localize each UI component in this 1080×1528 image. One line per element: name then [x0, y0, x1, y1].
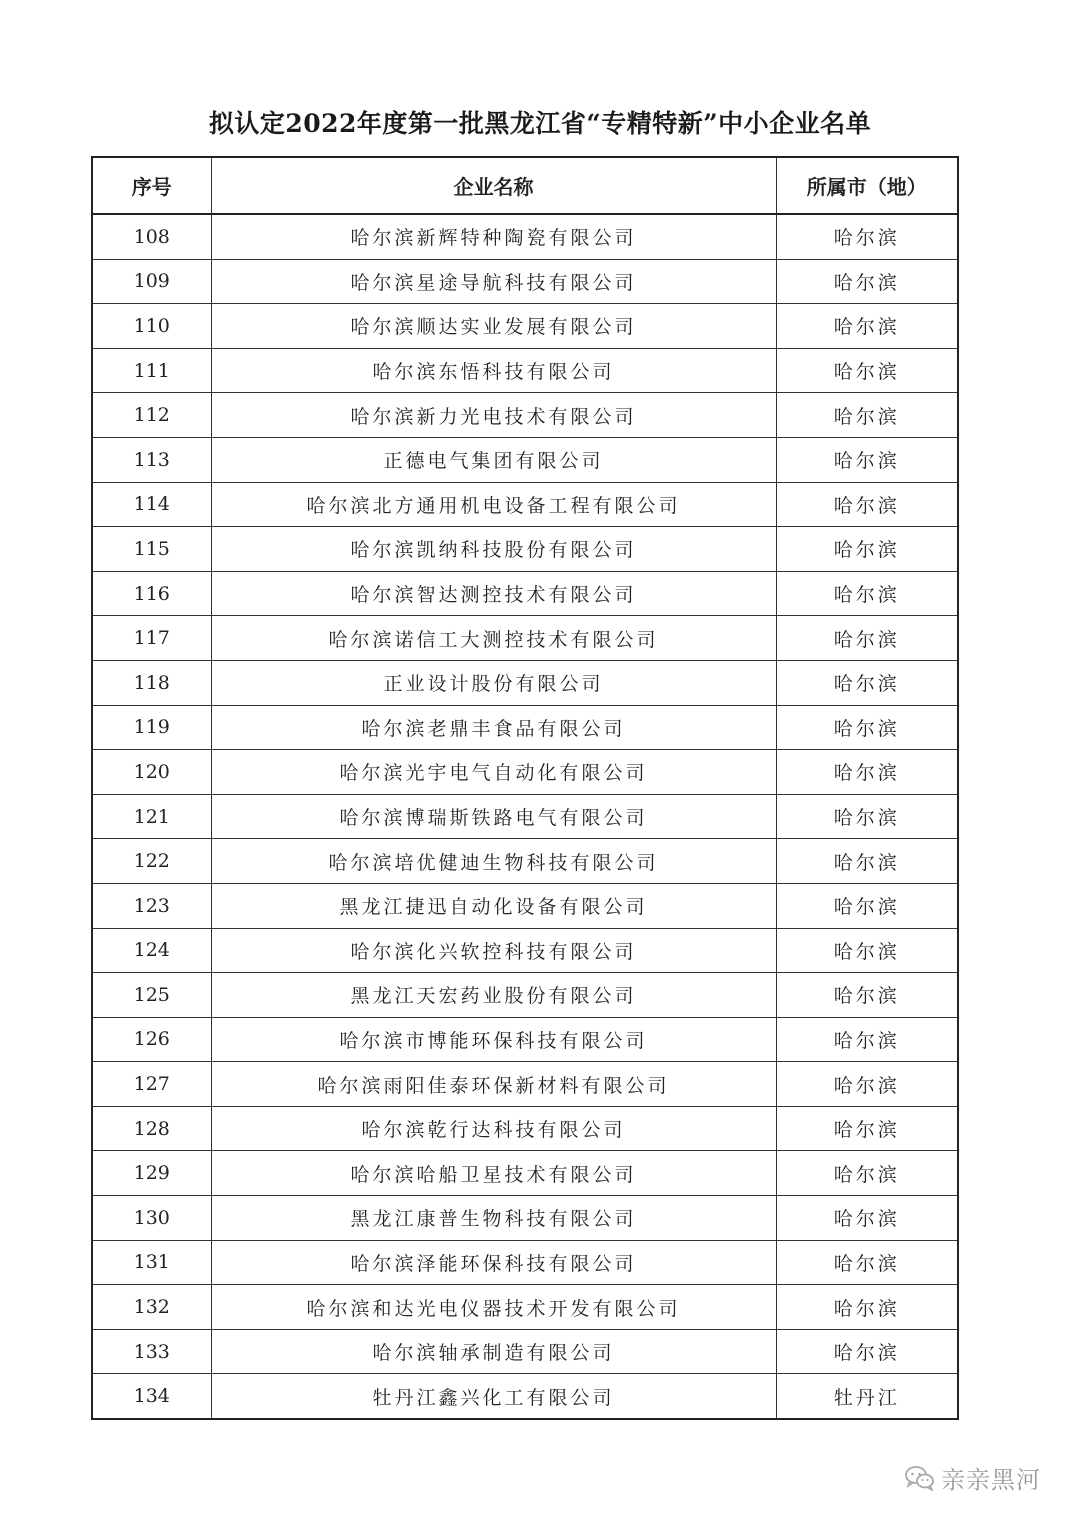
table-row: [92, 437, 958, 482]
row-seq: 111: [92, 348, 211, 393]
table-row: [92, 259, 958, 304]
table-row: [92, 616, 958, 661]
row-company-name: 哈尔滨泽能环保科技有限公司: [211, 1240, 776, 1285]
row-city: 哈尔滨: [776, 616, 958, 661]
table-row: [92, 660, 958, 705]
row-company-name: 哈尔滨顺达实业发展有限公司: [211, 304, 776, 349]
table-row: [92, 1062, 958, 1107]
table-row: [92, 1240, 958, 1285]
table-row: [92, 527, 958, 572]
row-company-name: 正业设计股份有限公司: [211, 660, 776, 705]
row-city: 哈尔滨: [776, 928, 958, 973]
table-header-row: [92, 157, 958, 214]
row-company-name: 黑龙江天宏药业股份有限公司: [211, 973, 776, 1018]
row-city: 哈尔滨: [776, 1285, 958, 1330]
row-company-name: 哈尔滨博瑞斯铁路电气有限公司: [211, 794, 776, 839]
row-seq: 108: [92, 214, 211, 259]
row-seq: 115: [92, 527, 211, 572]
row-city: 哈尔滨: [776, 839, 958, 884]
table-row: [92, 1374, 958, 1419]
row-seq: 132: [92, 1285, 211, 1330]
table-row: [92, 928, 958, 973]
row-seq: 116: [92, 571, 211, 616]
table-row: [92, 705, 958, 750]
table-row: [92, 1329, 958, 1374]
row-company-name: 哈尔滨北方通用机电设备工程有限公司: [211, 482, 776, 527]
watermark: [905, 1460, 1041, 1495]
row-city: 哈尔滨: [776, 259, 958, 304]
row-city: 哈尔滨: [776, 214, 958, 259]
table-body: [92, 214, 958, 1419]
table-row: [92, 839, 958, 884]
row-company-name: 哈尔滨星途导航科技有限公司: [211, 259, 776, 304]
row-seq: 134: [92, 1374, 211, 1419]
row-company-name: 哈尔滨化兴软控科技有限公司: [211, 928, 776, 973]
table-row: [92, 1285, 958, 1330]
row-company-name: 哈尔滨轴承制造有限公司: [211, 1329, 776, 1374]
row-company-name: 黑龙江捷迅自动化设备有限公司: [211, 883, 776, 928]
row-company-name: 哈尔滨市博能环保科技有限公司: [211, 1017, 776, 1062]
row-company-name: 哈尔滨凯纳科技股份有限公司: [211, 527, 776, 572]
table-row: [92, 794, 958, 839]
row-city: 哈尔滨: [776, 1151, 958, 1196]
row-city: 哈尔滨: [776, 393, 958, 438]
header-company-name: 企业名称: [211, 157, 776, 214]
header-seq: 序号: [92, 157, 211, 214]
row-seq: 122: [92, 839, 211, 884]
row-seq: 117: [92, 616, 211, 661]
page-title: 拟认定2022年度第一批黑龙江省“专精特新”中小企业名单: [208, 109, 872, 138]
row-company-name: 哈尔滨光宇电气自动化有限公司: [211, 750, 776, 795]
row-seq: 124: [92, 928, 211, 973]
row-seq: 112: [92, 393, 211, 438]
row-city: 哈尔滨: [776, 527, 958, 572]
row-company-name: 哈尔滨智达测控技术有限公司: [211, 571, 776, 616]
row-company-name: 哈尔滨东悟科技有限公司: [211, 348, 776, 393]
table-row: [92, 883, 958, 928]
table-row: [92, 1196, 958, 1241]
row-city: 哈尔滨: [776, 1240, 958, 1285]
table-row: [92, 1017, 958, 1062]
row-city: 哈尔滨: [776, 660, 958, 705]
row-seq: 129: [92, 1151, 211, 1196]
row-seq: 127: [92, 1062, 211, 1107]
table-row: [92, 482, 958, 527]
watermark-text: 亲亲黑河: [941, 1466, 1041, 1494]
row-seq: 114: [92, 482, 211, 527]
table-row: [92, 571, 958, 616]
row-city: 哈尔滨: [776, 304, 958, 349]
row-company-name: 哈尔滨培优健迪生物科技有限公司: [211, 839, 776, 884]
row-city: 牡丹江: [776, 1374, 958, 1419]
row-seq: 110: [92, 304, 211, 349]
row-company-name: 哈尔滨老鼎丰食品有限公司: [211, 705, 776, 750]
table-row: [92, 750, 958, 795]
row-seq: 119: [92, 705, 211, 750]
row-company-name: 黑龙江康普生物科技有限公司: [211, 1196, 776, 1241]
row-seq: 113: [92, 437, 211, 482]
table-row: [92, 1151, 958, 1196]
table-row: [92, 214, 958, 259]
table-row: [92, 1106, 958, 1151]
row-seq: 130: [92, 1196, 211, 1241]
company-list-table: [91, 156, 959, 1420]
row-seq: 128: [92, 1106, 211, 1151]
row-company-name: 哈尔滨乾行达科技有限公司: [211, 1106, 776, 1151]
row-company-name: 哈尔滨新力光电技术有限公司: [211, 393, 776, 438]
row-company-name: 哈尔滨雨阳佳泰环保新材料有限公司: [211, 1062, 776, 1107]
row-city: 哈尔滨: [776, 705, 958, 750]
row-seq: 109: [92, 259, 211, 304]
row-company-name: 哈尔滨和达光电仪器技术开发有限公司: [211, 1285, 776, 1330]
row-city: 哈尔滨: [776, 1196, 958, 1241]
row-city: 哈尔滨: [776, 571, 958, 616]
row-city: 哈尔滨: [776, 1106, 958, 1151]
row-seq: 133: [92, 1329, 211, 1374]
row-seq: 126: [92, 1017, 211, 1062]
row-city: 哈尔滨: [776, 1017, 958, 1062]
row-city: 哈尔滨: [776, 482, 958, 527]
row-seq: 120: [92, 750, 211, 795]
table-row: [92, 348, 958, 393]
row-seq: 118: [92, 660, 211, 705]
row-city: 哈尔滨: [776, 1329, 958, 1374]
row-seq: 125: [92, 973, 211, 1018]
row-city: 哈尔滨: [776, 794, 958, 839]
row-company-name: 牡丹江鑫兴化工有限公司: [211, 1374, 776, 1419]
row-city: 哈尔滨: [776, 973, 958, 1018]
row-company-name: 哈尔滨新辉特种陶瓷有限公司: [211, 214, 776, 259]
row-city: 哈尔滨: [776, 1062, 958, 1107]
row-seq: 131: [92, 1240, 211, 1285]
row-city: 哈尔滨: [776, 348, 958, 393]
row-seq: 123: [92, 883, 211, 928]
row-city: 哈尔滨: [776, 437, 958, 482]
table-row: [92, 304, 958, 349]
header-city: 所属市（地）: [776, 157, 958, 214]
row-company-name: 哈尔滨哈船卫星技术有限公司: [211, 1151, 776, 1196]
row-city: 哈尔滨: [776, 883, 958, 928]
row-city: 哈尔滨: [776, 750, 958, 795]
wechat-icon: [905, 1465, 935, 1491]
row-company-name: 哈尔滨诺信工大测控技术有限公司: [211, 616, 776, 661]
row-seq: 121: [92, 794, 211, 839]
row-company-name: 正德电气集团有限公司: [211, 437, 776, 482]
table-row: [92, 973, 958, 1018]
table-row: [92, 393, 958, 438]
